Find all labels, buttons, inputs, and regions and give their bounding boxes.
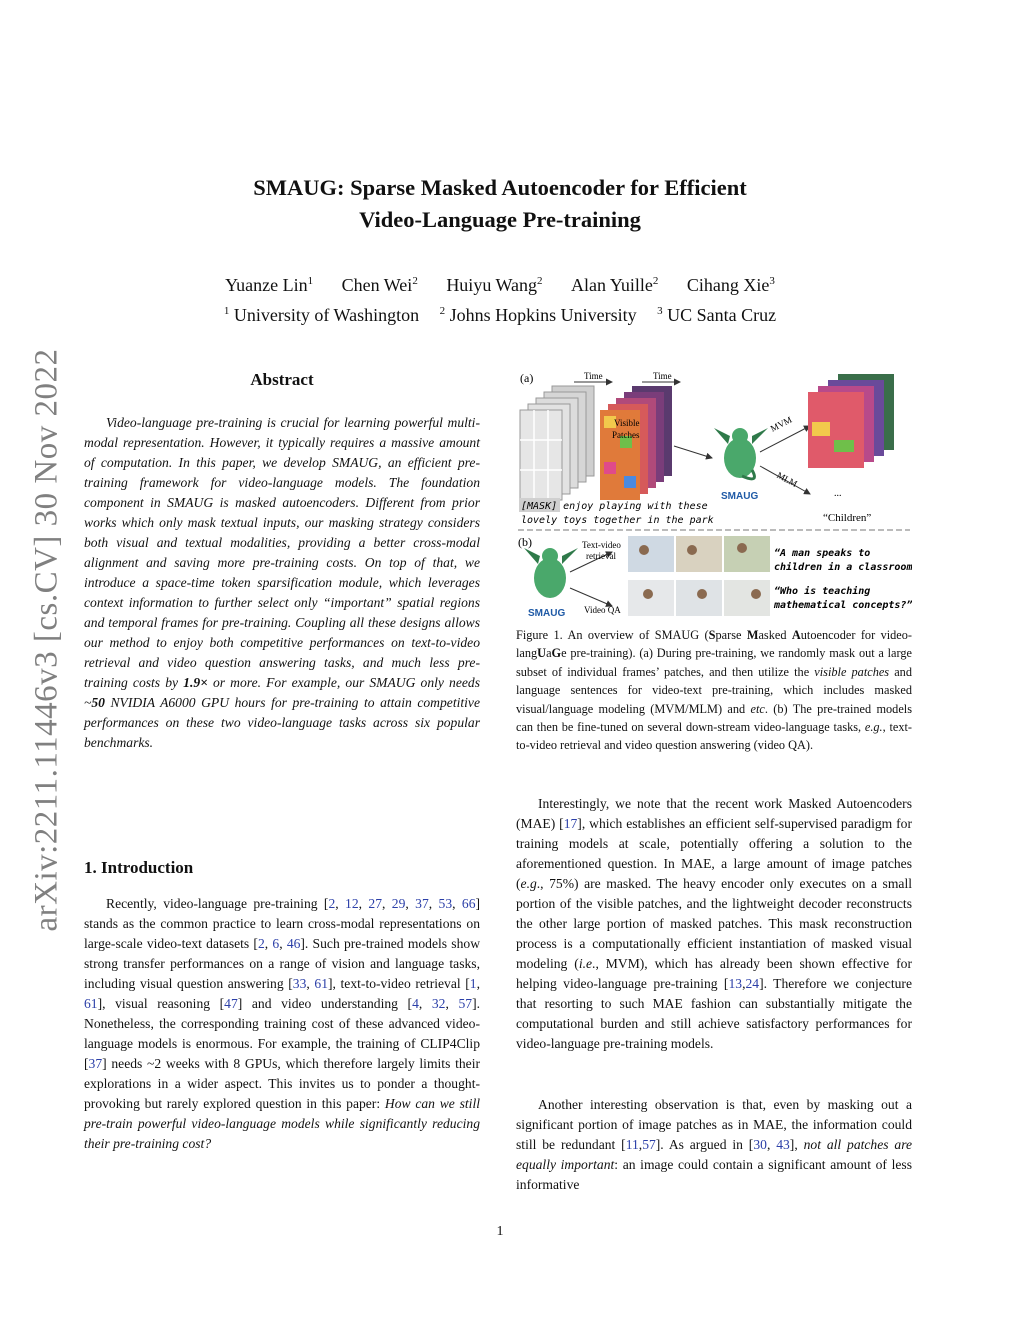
citation-link[interactable]: 17 (563, 816, 578, 831)
smaug-label: SMAUG (721, 491, 759, 502)
citation-link[interactable]: 11 (625, 1137, 639, 1152)
affiliation: $^2$ Johns Hopkins University (439, 305, 637, 325)
visible-patches-stack (600, 386, 672, 500)
panel-b-label: (b) (518, 535, 532, 549)
author: Cihang Xie$^3$ (686, 275, 775, 295)
time-label: Time (653, 371, 672, 381)
author: Chen Wei$^2$ (341, 275, 418, 295)
citation-link[interactable]: 57 (458, 996, 473, 1011)
citation-link[interactable]: 29 (391, 896, 406, 911)
videoqa-question-line: mathematical concepts?” (774, 600, 912, 611)
body-paragraph: Interestingly, we note that the recent work Masked Autoencoders (MAE) [17], which establishes an efficient self-supervised paradigm for training models at scale, potentially offering a solution to the aforementioned question. In MAE, a large amount of image patches (e.g., 75%) are masked. The heavy encoder only executes on a small portion of the visible patches, and the lightweight decoder reconstructs the other large portion of masked patches. This mask reconstruction process is a computationally efficient instantiation of masked visual modeling (i.e., MVM), which has already been shown effective for helping video-language pre-training [13,24]. Therefore we conjecture that resorting to such MAE fashion can substantially mitigate the computational burden and still achieve satisfactory performances for video-language pre-training models. (516, 796, 912, 1051)
reconstructed-frames-stack (808, 374, 894, 468)
retrieval-label: Text-video (582, 540, 621, 550)
videoqa-label: Video QA (584, 605, 621, 615)
citation-link[interactable]: 33 (292, 976, 307, 991)
panel-a-label: (a) (520, 371, 534, 385)
affiliation: $^3$ UC Santa Cruz (657, 305, 777, 325)
citation-link[interactable]: 32 (431, 996, 446, 1011)
mlm-label: MLM (775, 469, 799, 489)
figure-1-caption: Figure 1. An overview of SMAUG (Sparse Masked Autoencoder for video-langUaGe pre-training). (a) During pre-training, we randomly mask out a large subset of individual frames’ patches, and then utilize the visible patches and language sentences for video-text pre-training, which includes masked visual/language modeling (MVM/MLM) and etc. (b) The pre-trained models can then be fine-tuned on several down-stream video-language tasks, e.g., text-to-video retrieval and video question answering (video QA). (516, 628, 912, 753)
citation-link[interactable]: 47 (224, 996, 238, 1011)
author: Yuanze Lin$^1$ (225, 275, 314, 295)
masked-frames-stack (520, 386, 594, 500)
citation-link[interactable]: 43 (776, 1137, 790, 1152)
citation-link[interactable]: 57 (642, 1137, 656, 1152)
introduction-heading: 1. Introduction (84, 858, 194, 877)
time-label: Time (584, 371, 603, 381)
affiliation: $^1$ University of Washington (223, 305, 420, 325)
figure-1 (516, 366, 912, 624)
citation-link[interactable]: 27 (368, 896, 382, 911)
affiliation-list (100, 300, 900, 326)
mask-token: [MASK] (521, 501, 558, 512)
videoqa-question-line: “Who is teaching (774, 586, 871, 597)
abstract-text: Video-language pre-training is crucial for learning powerful multi-modal representation. However, it typically requires a massive amount of computation. In this paper, we develop SMAUG, an efficient pre-training framework for video-language models. The foundation component in SMAUG is masked autoencoders. Different from prior works which only mask textual inputs, our masking strategy considers both visual and textual modalities, providing a better cross-modal alignment and saving more pre-training costs. On top of that, we introduce a space-time token sparsification module, which leverages context information to further select only “important” spatial regions and temporal frames for pre-training. Coupling all these designs allows our method to enjoy both competitive performances on text-to-video retrieval and video question answering tasks, and much less pre-training costs by 1.9× or more. For example, our SMAUG only needs ~50 NVIDIA A6000 GPU hours for pre-training to attain competitive performances on these two video-language tasks across six popular benchmarks. (84, 415, 480, 750)
citation-link[interactable]: 6 (272, 936, 280, 951)
title-line-2: Video-Language Pre-training (359, 207, 641, 232)
arxiv-identifier (22, 345, 72, 935)
citation-link[interactable]: 37 (415, 896, 429, 911)
retrieval-query-line: “A man speaks to (774, 548, 871, 559)
citation-link[interactable]: 13 (728, 976, 743, 991)
author-list (100, 270, 900, 296)
citation-link[interactable]: 66 (461, 896, 476, 911)
citation-link[interactable]: 4 (412, 996, 419, 1011)
title-line-1: SMAUG: Sparse Masked Autoencoder for Efficient (253, 175, 747, 200)
page-number: 1 (496, 1224, 504, 1239)
smaug-dragon-icon (524, 548, 578, 598)
retrieval-label: retrieval (586, 551, 616, 561)
ellipsis-label: ... (834, 488, 842, 499)
retrieval-query-line: children in a classroom” (774, 562, 912, 573)
smaug-dragon-icon (714, 428, 768, 479)
citation-link[interactable]: 2 (257, 936, 265, 951)
classroom-thumbnails-row-2 (628, 580, 770, 616)
visible-patches-label: Patches (612, 430, 640, 440)
classroom-thumbnails-row-1 (628, 536, 770, 572)
abstract-heading: Abstract (250, 370, 314, 389)
introduction-paragraph: Recently, video-language pre-training [2, 12, 27, 29, 37, 53, 66] stands as the common practice to learn cross-modal representations on large-scale video-text datasets [2, 6, 46]. Such pre-trained models show strong transfer performances on a range of vision and language tasks, including visual question answering [33, 61], text-to-video retrieval [1, 61], visual reasoning [47] and video understanding [4, 32, 57]. Nonetheless, the corresponding training cost of these advanced video-language models is enormous. For example, the training of CLIP4Clip [37] needs ~2 weeks with 8 GPUs, which therefore largely limits their explorations in a wider aspect. This invites us to ponder a thought-provoking but rarely explored question in this paper: How can we still pre-train powerful video-language models while significantly reducing their pre-training cost? (84, 896, 481, 1151)
citation-link[interactable]: 30 (753, 1137, 767, 1152)
mvm-label: MVM (768, 414, 794, 434)
citation-link[interactable]: 46 (286, 936, 301, 951)
author: Alan Yuille$^2$ (571, 275, 659, 295)
paper-title (100, 172, 900, 236)
citation-link[interactable]: 37 (88, 1056, 103, 1071)
children-label: “Children” (823, 512, 872, 524)
citation-link[interactable]: 1 (469, 976, 477, 991)
visible-patches-label: Visible (614, 418, 640, 428)
citation-link[interactable]: 12 (345, 896, 359, 911)
body-paragraph: Another interesting observation is that, even by masking out a significant portion of image patches as in MAE, the information could still be redundant [11,57]. As argued in [30, 43], not all patches are equally important: an image could contain a significant amount of less informative (516, 1097, 913, 1192)
mask-sentence-line: [MASK] enjoy playing with these (521, 501, 708, 512)
citation-link[interactable]: 2 (328, 896, 336, 911)
smaug-label: SMAUG (528, 608, 566, 619)
author: Huiyu Wang$^2$ (446, 275, 543, 295)
mask-sentence-line: lovely toys together in the park (521, 515, 714, 526)
figure-1-diagram (516, 366, 912, 624)
citation-link[interactable]: 53 (438, 896, 453, 911)
citation-link[interactable]: 61 (84, 996, 98, 1011)
citation-link[interactable]: 24 (745, 976, 760, 991)
citation-link[interactable]: 61 (314, 976, 328, 991)
arxiv-identifier-text: arXiv:2211.11446v3 [cs.CV] 30 Nov 2022 (28, 348, 65, 932)
